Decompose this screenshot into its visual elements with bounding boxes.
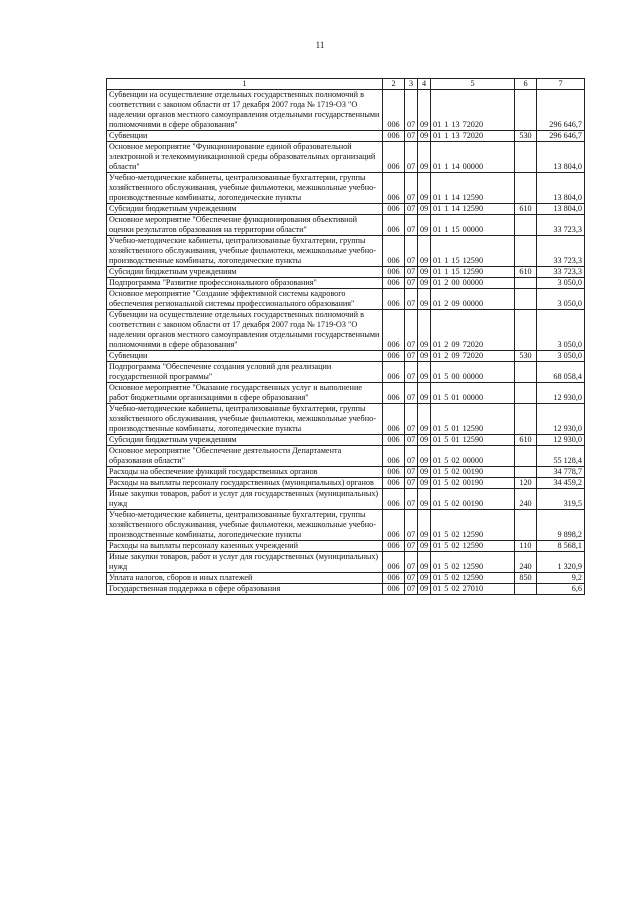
expense-type-cell: 120 (515, 478, 537, 489)
expense-type-cell (515, 404, 537, 435)
subsection-code-cell: 09 (418, 351, 431, 362)
amount-cell: 12 930,0 (537, 404, 585, 435)
budget-table (106, 78, 585, 595)
table-row (107, 541, 585, 552)
subsection-code-cell: 09 (418, 552, 431, 573)
section-code-cell: 07 (405, 90, 418, 131)
section-code-cell: 07 (405, 467, 418, 478)
expense-type-cell: 610 (515, 435, 537, 446)
row-name-cell: Подпрограмма "Развитие профессионального образования" (107, 278, 383, 289)
subsection-code-cell: 09 (418, 267, 431, 278)
expense-type-cell: 110 (515, 541, 537, 552)
table-row (107, 404, 585, 435)
row-name-cell: Учебно-методические кабинеты, централизованные бухгалтерии, группы хозяйственного обслуживания, учебные фильмотеки, межшкольные учебно-производственные комбинаты, логопедические пункты (107, 236, 383, 267)
ministry-code-cell: 006 (383, 90, 405, 131)
ministry-code-cell: 006 (383, 289, 405, 310)
ministry-code-cell: 006 (383, 362, 405, 383)
amount-cell: 3 050,0 (537, 278, 585, 289)
subsection-code-cell: 09 (418, 90, 431, 131)
section-code-cell: 07 (405, 267, 418, 278)
expense-type-cell: 850 (515, 573, 537, 584)
amount-cell: 319,5 (537, 489, 585, 510)
target-article-cell: 01 1 15 12590 (431, 236, 515, 267)
table-header (107, 79, 585, 90)
page-number: 11 (315, 40, 325, 50)
amount-cell: 296 646,7 (537, 131, 585, 142)
amount-cell: 33 723,3 (537, 236, 585, 267)
table-row (107, 131, 585, 142)
amount-cell: 9 898,2 (537, 510, 585, 541)
expense-type-cell (515, 362, 537, 383)
row-name-cell: Расходы на выплаты персоналу казенных учреждений (107, 541, 383, 552)
row-name-cell: Основное мероприятие "Обеспечение деятельности Департамента образования области" (107, 446, 383, 467)
expense-type-cell (515, 467, 537, 478)
subsection-code-cell: 09 (418, 289, 431, 310)
section-code-cell: 07 (405, 362, 418, 383)
row-name-cell: Уплата налогов, сборов и иных платежей (107, 573, 383, 584)
ministry-code-cell: 006 (383, 467, 405, 478)
row-name-cell: Субвенции (107, 351, 383, 362)
ministry-code-cell: 006 (383, 573, 405, 584)
section-code-cell: 07 (405, 142, 418, 173)
target-article-cell: 01 5 02 00000 (431, 446, 515, 467)
subsection-code-cell: 09 (418, 489, 431, 510)
amount-cell: 68 058,4 (537, 362, 585, 383)
ministry-code-cell: 006 (383, 351, 405, 362)
ministry-code-cell: 006 (383, 510, 405, 541)
row-name-cell: Государственная поддержка в сфере образования (107, 584, 383, 595)
target-article-cell: 01 5 00 00000 (431, 362, 515, 383)
table-row (107, 383, 585, 404)
section-code-cell: 07 (405, 289, 418, 310)
row-name-cell: Учебно-методические кабинеты, централизованные бухгалтерии, группы хозяйственного обслуживания, учебные фильмотеки, межшкольные учебно-производственные комбинаты, логопедические пункты (107, 510, 383, 541)
table-row (107, 467, 585, 478)
row-name-cell: Иные закупки товаров, работ и услуг для государственных (муниципальных) нужд (107, 489, 383, 510)
header-cell: 1 (107, 79, 383, 90)
target-article-cell: 01 5 02 12590 (431, 552, 515, 573)
subsection-code-cell: 09 (418, 584, 431, 595)
table-row (107, 573, 585, 584)
subsection-code-cell: 09 (418, 362, 431, 383)
expense-type-cell: 610 (515, 204, 537, 215)
table-row (107, 236, 585, 267)
table-row (107, 215, 585, 236)
ministry-code-cell: 006 (383, 446, 405, 467)
target-article-cell: 01 5 02 12590 (431, 541, 515, 552)
section-code-cell: 07 (405, 131, 418, 142)
subsection-code-cell: 09 (418, 467, 431, 478)
row-name-cell: Субвенции (107, 131, 383, 142)
subsection-code-cell: 09 (418, 142, 431, 173)
row-name-cell: Основное мероприятие "Оказание государственных услуг и выполнение работ бюджетными организациями в сфере образования" (107, 383, 383, 404)
amount-cell: 33 723,3 (537, 267, 585, 278)
section-code-cell: 07 (405, 584, 418, 595)
table-row (107, 362, 585, 383)
ministry-code-cell: 006 (383, 173, 405, 204)
section-code-cell: 07 (405, 435, 418, 446)
row-name-cell: Расходы на выплаты персоналу государственных (муниципальных) органов (107, 478, 383, 489)
subsection-code-cell: 09 (418, 278, 431, 289)
subsection-code-cell: 09 (418, 383, 431, 404)
subsection-code-cell: 09 (418, 478, 431, 489)
row-name-cell: Субвенции на осуществление отдельных государственных полномочий в соответствии с законом области от 17 декабря 2007 года № 1719-ОЗ "О наделении органов местного самоуправления отдельными государственными полномочиями в сфере образования" (107, 310, 383, 351)
row-name-cell: Подпрограмма "Обеспечение создания условий для реализации государственной программы" (107, 362, 383, 383)
target-article-cell: 01 1 15 00000 (431, 215, 515, 236)
target-article-cell: 01 5 02 27010 (431, 584, 515, 595)
target-article-cell: 01 1 14 12590 (431, 173, 515, 204)
expense-type-cell (515, 289, 537, 310)
header-cell: 5 (431, 79, 515, 90)
header-cell: 4 (418, 79, 431, 90)
expense-type-cell (515, 383, 537, 404)
amount-cell: 13 804,0 (537, 204, 585, 215)
expense-type-cell: 240 (515, 552, 537, 573)
ministry-code-cell: 006 (383, 131, 405, 142)
target-article-cell: 01 5 02 12590 (431, 573, 515, 584)
subsection-code-cell: 09 (418, 510, 431, 541)
ministry-code-cell: 006 (383, 142, 405, 173)
target-article-cell: 01 1 13 72020 (431, 90, 515, 131)
table-row (107, 310, 585, 351)
row-name-cell: Субсидии бюджетным учреждениям (107, 267, 383, 278)
table-row (107, 552, 585, 573)
header-cell: 3 (405, 79, 418, 90)
amount-cell: 55 128,4 (537, 446, 585, 467)
section-code-cell: 07 (405, 510, 418, 541)
ministry-code-cell: 006 (383, 310, 405, 351)
section-code-cell: 07 (405, 404, 418, 435)
amount-cell: 34 778,7 (537, 467, 585, 478)
table-row (107, 478, 585, 489)
row-name-cell: Учебно-методические кабинеты, централизованные бухгалтерии, группы хозяйственного обслуживания, учебные фильмотеки, межшкольные учебно-производственные комбинаты, логопедические пункты (107, 404, 383, 435)
amount-cell: 3 050,0 (537, 289, 585, 310)
table-row (107, 142, 585, 173)
amount-cell: 34 459,2 (537, 478, 585, 489)
ministry-code-cell: 006 (383, 267, 405, 278)
row-name-cell: Субсидии бюджетным учреждениям (107, 204, 383, 215)
subsection-code-cell: 09 (418, 310, 431, 351)
header-cell: 2 (383, 79, 405, 90)
target-article-cell: 01 2 00 00000 (431, 278, 515, 289)
target-article-cell: 01 5 02 00190 (431, 478, 515, 489)
subsection-code-cell: 09 (418, 131, 431, 142)
expense-type-cell (515, 310, 537, 351)
row-name-cell: Основное мероприятие "Обеспечение функционирования объективной оценки результатов образования на территории области" (107, 215, 383, 236)
subsection-code-cell: 09 (418, 204, 431, 215)
table-row (107, 278, 585, 289)
section-code-cell: 07 (405, 236, 418, 267)
amount-cell: 3 050,0 (537, 310, 585, 351)
amount-cell: 9,2 (537, 573, 585, 584)
subsection-code-cell: 09 (418, 541, 431, 552)
amount-cell: 1 320,9 (537, 552, 585, 573)
ministry-code-cell: 006 (383, 215, 405, 236)
table-row (107, 446, 585, 467)
expense-type-cell (515, 142, 537, 173)
section-code-cell: 07 (405, 204, 418, 215)
table-row (107, 204, 585, 215)
row-name-cell: Учебно-методические кабинеты, централизованные бухгалтерии, группы хозяйственного обслуживания, учебные фильмотеки, межшкольные учебно-производственные комбинаты, логопедические пункты (107, 173, 383, 204)
amount-cell: 6,6 (537, 584, 585, 595)
section-code-cell: 07 (405, 478, 418, 489)
row-name-cell: Основное мероприятие "Создание эффективной системы кадрового обеспечения региональной системы профессионального образования" (107, 289, 383, 310)
header-cell: 7 (537, 79, 585, 90)
row-name-cell: Субсидии бюджетным учреждениям (107, 435, 383, 446)
target-article-cell: 01 2 09 72020 (431, 351, 515, 362)
target-article-cell: 01 1 13 72020 (431, 131, 515, 142)
expense-type-cell (515, 173, 537, 204)
ministry-code-cell: 006 (383, 383, 405, 404)
subsection-code-cell: 09 (418, 573, 431, 584)
amount-cell: 296 646,7 (537, 90, 585, 131)
expense-type-cell (515, 510, 537, 541)
table-row (107, 435, 585, 446)
ministry-code-cell: 006 (383, 204, 405, 215)
expense-type-cell (515, 90, 537, 131)
target-article-cell: 01 5 01 00000 (431, 383, 515, 404)
target-article-cell: 01 1 14 12590 (431, 204, 515, 215)
section-code-cell: 07 (405, 552, 418, 573)
ministry-code-cell: 006 (383, 478, 405, 489)
amount-cell: 3 050,0 (537, 351, 585, 362)
row-name-cell: Субвенции на осуществление отдельных государственных полномочий в соответствии с законом области от 17 декабря 2007 года № 1719-ОЗ "О наделении органов местного самоуправления отдельными государственными полномочиями в сфере образования" (107, 90, 383, 131)
table-row (107, 510, 585, 541)
table-body (107, 90, 585, 595)
section-code-cell: 07 (405, 446, 418, 467)
section-code-cell: 07 (405, 383, 418, 404)
expense-type-cell: 610 (515, 267, 537, 278)
target-article-cell: 01 5 01 12590 (431, 404, 515, 435)
ministry-code-cell: 006 (383, 552, 405, 573)
table-row (107, 90, 585, 131)
section-code-cell: 07 (405, 489, 418, 510)
target-article-cell: 01 2 09 72020 (431, 310, 515, 351)
ministry-code-cell: 006 (383, 489, 405, 510)
section-code-cell: 07 (405, 541, 418, 552)
expense-type-cell (515, 584, 537, 595)
ministry-code-cell: 006 (383, 584, 405, 595)
target-article-cell: 01 2 09 00000 (431, 289, 515, 310)
row-name-cell: Основное мероприятие "Функционирование единой образовательной электронной и телекоммуникационной среды образовательных организаций области" (107, 142, 383, 173)
subsection-code-cell: 09 (418, 173, 431, 204)
table-row (107, 489, 585, 510)
expense-type-cell (515, 215, 537, 236)
expense-type-cell: 530 (515, 351, 537, 362)
ministry-code-cell: 006 (383, 435, 405, 446)
section-code-cell: 07 (405, 215, 418, 236)
amount-cell: 33 723,3 (537, 215, 585, 236)
table-row (107, 289, 585, 310)
expense-type-cell (515, 236, 537, 267)
section-code-cell: 07 (405, 573, 418, 584)
target-article-cell: 01 5 02 00190 (431, 467, 515, 478)
header-row (107, 79, 585, 90)
amount-cell: 12 930,0 (537, 435, 585, 446)
subsection-code-cell: 09 (418, 215, 431, 236)
ministry-code-cell: 006 (383, 236, 405, 267)
subsection-code-cell: 09 (418, 435, 431, 446)
amount-cell: 8 568,1 (537, 541, 585, 552)
table-row (107, 173, 585, 204)
ministry-code-cell: 006 (383, 278, 405, 289)
row-name-cell: Расходы на обеспечение функций государственных органов (107, 467, 383, 478)
table-row (107, 351, 585, 362)
row-name-cell: Иные закупки товаров, работ и услуг для государственных (муниципальных) нужд (107, 552, 383, 573)
expense-type-cell: 530 (515, 131, 537, 142)
target-article-cell: 01 5 01 12590 (431, 435, 515, 446)
expense-type-cell (515, 446, 537, 467)
section-code-cell: 07 (405, 278, 418, 289)
section-code-cell: 07 (405, 310, 418, 351)
expense-type-cell (515, 278, 537, 289)
target-article-cell: 01 1 14 00000 (431, 142, 515, 173)
table-row (107, 267, 585, 278)
target-article-cell: 01 5 02 00190 (431, 489, 515, 510)
subsection-code-cell: 09 (418, 236, 431, 267)
target-article-cell: 01 5 02 12590 (431, 510, 515, 541)
ministry-code-cell: 006 (383, 404, 405, 435)
header-cell: 6 (515, 79, 537, 90)
amount-cell: 12 930,0 (537, 383, 585, 404)
subsection-code-cell: 09 (418, 446, 431, 467)
table-row (107, 584, 585, 595)
target-article-cell: 01 1 15 12590 (431, 267, 515, 278)
subsection-code-cell: 09 (418, 404, 431, 435)
amount-cell: 13 804,0 (537, 142, 585, 173)
section-code-cell: 07 (405, 173, 418, 204)
ministry-code-cell: 006 (383, 541, 405, 552)
section-code-cell: 07 (405, 351, 418, 362)
amount-cell: 13 804,0 (537, 173, 585, 204)
expense-type-cell: 240 (515, 489, 537, 510)
